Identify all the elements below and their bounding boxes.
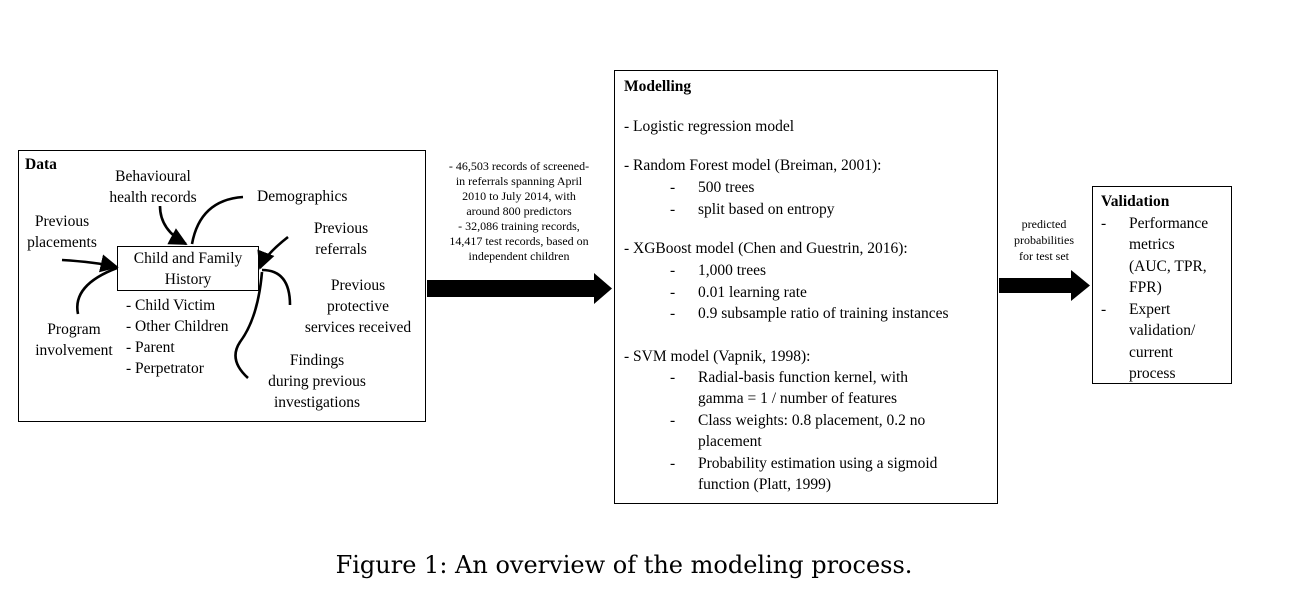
arrow-data-to-modelling [427, 273, 612, 304]
source-findings-line1: Findings [289, 352, 345, 369]
model-svm-item: Class weights: 0.8 placement, 0.2 no [698, 412, 926, 429]
model-xgb-heading: - XGBoost model (Chen and Guestrin, 2016): [624, 240, 908, 257]
source-previous-referrals-line2: referrals [315, 241, 367, 258]
validation-dash: - [1101, 215, 1107, 232]
model-rf-dash: - [670, 201, 676, 218]
model-svm-item: Probability estimation using a sigmoid [698, 455, 938, 472]
model-svm-heading: - SVM model (Vapnik, 1998): [624, 348, 811, 365]
model-svm-dash: - [670, 369, 676, 386]
role-item: - Other Children [126, 318, 229, 335]
source-behavioural-line2: health records [109, 189, 197, 206]
model-xgb-dash: - [670, 305, 676, 322]
validation-item: current [1129, 344, 1173, 361]
validation-title: Validation [1101, 193, 1170, 210]
arrow-note-line: probabilities [1014, 233, 1074, 247]
data-note-line: 14,417 test records, based on [449, 234, 589, 248]
modelling-title: Modelling [624, 78, 692, 95]
validation-item: process [1129, 365, 1176, 382]
role-item: - Child Victim [126, 297, 216, 314]
model-svm-dash: - [670, 455, 676, 472]
data-note-line: - 46,503 records of screened- [448, 159, 590, 173]
figure-caption: Figure 1: An overview of the modeling process. [335, 551, 913, 579]
model-svm-item: placement [698, 433, 762, 450]
data-note-line: around 800 predictors [466, 204, 572, 218]
source-previous-placements-line1: Previous [34, 213, 90, 230]
modelling-box [614, 70, 998, 504]
data-note-line: - 32,086 training records, [458, 219, 580, 233]
validation-item: FPR) [1129, 279, 1162, 296]
model-rf-item: split based on entropy [698, 201, 835, 218]
child-family-history-line2: History [164, 271, 212, 288]
validation-dash: - [1101, 301, 1107, 318]
model-logistic: - Logistic regression model [624, 118, 795, 135]
validation-item: Expert [1129, 301, 1171, 318]
source-previous-services-line2: protective [327, 298, 389, 315]
role-item: - Parent [126, 339, 175, 356]
source-previous-services-line1: Previous [330, 277, 386, 294]
validation-item: Performance [1129, 215, 1209, 232]
data-box-title: Data [25, 156, 57, 173]
validation-box [1092, 186, 1232, 384]
source-previous-services-line3: services received [304, 319, 412, 336]
child-family-history-line1: Child and Family [133, 250, 243, 267]
model-xgb-item: 0.9 subsample ratio of training instances [698, 305, 949, 322]
model-rf-heading: - Random Forest model (Breiman, 2001): [624, 157, 882, 174]
model-xgb-item: 1,000 trees [698, 262, 767, 279]
validation-item: validation/ [1129, 322, 1196, 339]
source-findings-line3: investigations [273, 394, 361, 411]
source-previous-referrals-line1: Previous [313, 220, 369, 237]
model-rf-dash: - [670, 179, 676, 196]
source-findings-line2: during previous [268, 373, 366, 390]
data-note-line: 2010 to July 2014, with [462, 189, 576, 203]
data-note-line: independent children [468, 249, 570, 263]
model-svm-dash: - [670, 412, 676, 429]
source-program-involvement-line2: involvement [35, 342, 113, 359]
model-xgb-dash: - [670, 262, 676, 279]
role-item: - Perpetrator [126, 360, 204, 377]
source-program-involvement-line1: Program [47, 321, 101, 338]
model-rf-item: 500 trees [698, 179, 755, 196]
model-svm-item: Radial-basis function kernel, with [698, 369, 909, 386]
arrow-note-line: for test set [1019, 249, 1069, 263]
arrow-note-line: predicted [1021, 217, 1067, 231]
arrow-modelling-to-validation [999, 270, 1090, 301]
data-note-line: in referrals spanning April [455, 174, 583, 188]
validation-item: (AUC, TPR, [1129, 258, 1207, 275]
validation-item: metrics [1129, 236, 1175, 253]
model-xgb-dash: - [670, 284, 676, 301]
source-previous-placements-line2: placements [27, 234, 97, 251]
model-svm-item: gamma = 1 / number of features [698, 390, 897, 407]
source-demographics: Demographics [257, 188, 348, 205]
model-svm-item: function (Platt, 1999) [698, 476, 832, 493]
model-xgb-item: 0.01 learning rate [698, 284, 807, 301]
source-behavioural-line1: Behavioural [115, 168, 191, 185]
